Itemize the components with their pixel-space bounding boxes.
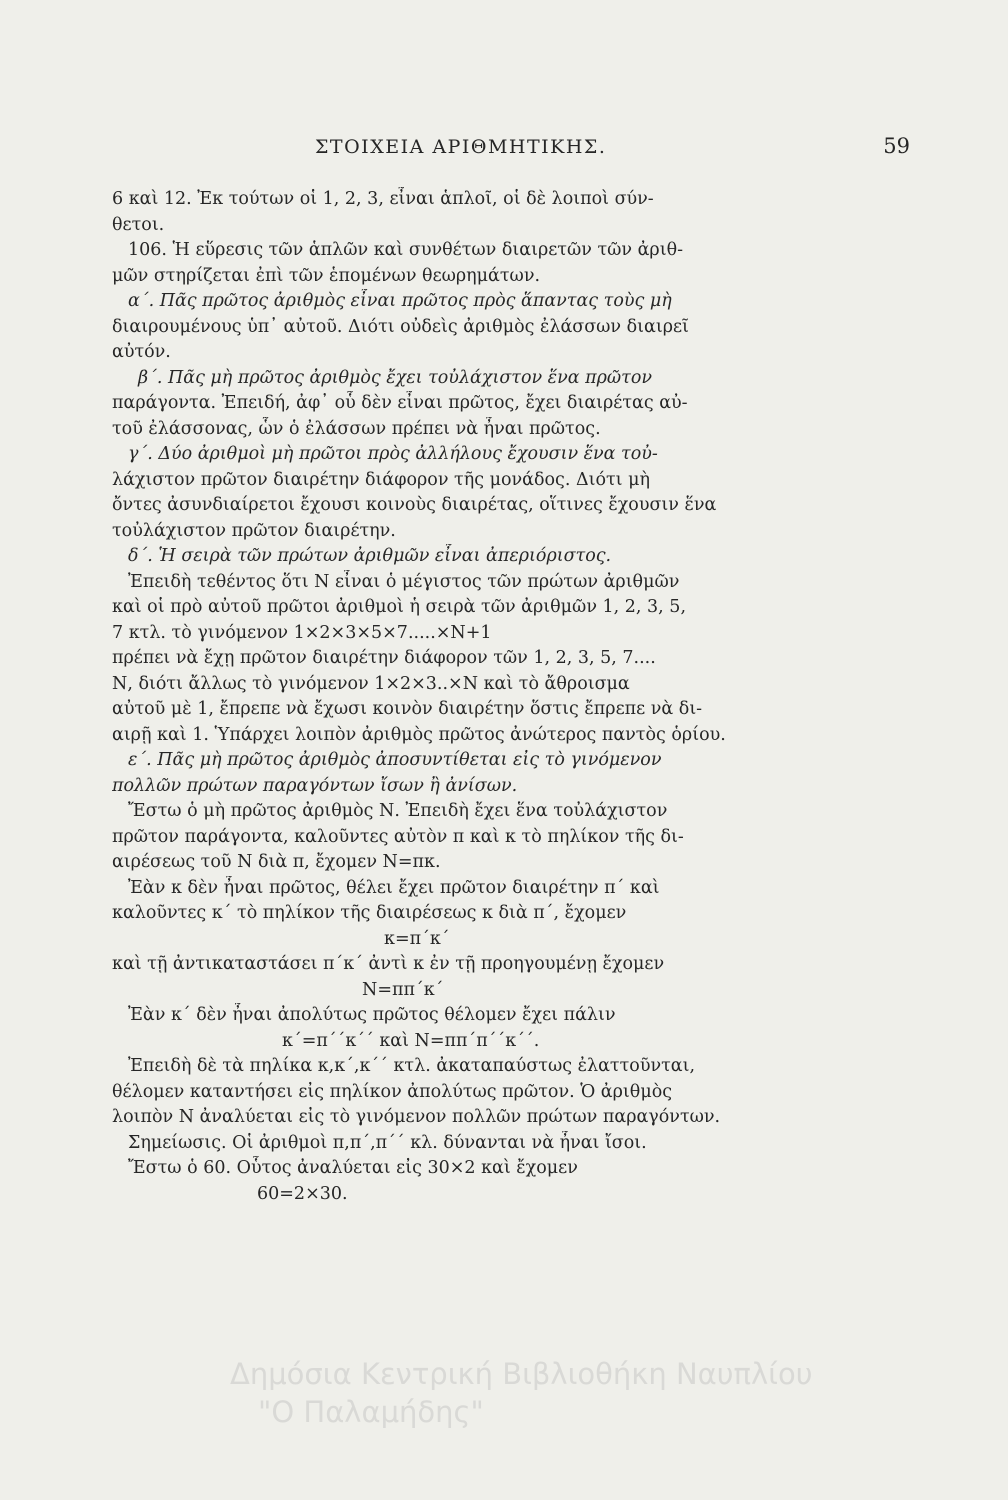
text-line: διαιρουμένους ὑπ᾽ αὐτοῦ. Διότι οὐδεὶς ἀριθμὸς ἐλάσσων διαιρεῖ — [112, 316, 689, 337]
text-line: αιρέσεως τοῦ Ν διὰ π, ἔχομεν Ν=πκ. — [112, 852, 441, 872]
text-line: αὐτοῦ μὲ 1, ἔπρεπε νὰ ἔχωσι κοινὸν διαιρέτην ὅστις ἔπρεπε νὰ δι- — [112, 699, 703, 719]
equation-line: 60=2×30. — [257, 1183, 348, 1204]
text-line: 7 κτλ. τὸ γινόμενον 1×2×3×5×7.....×Ν+1 — [112, 622, 492, 643]
text-line: Ἐπειδὴ δὲ τὰ πηλίκα κ,κ΄,κ΄΄ κτλ. ἀκαταπαύστως ἐλαττοῦνται, — [128, 1056, 696, 1076]
equation-line: Ν=ππ΄κ΄ — [362, 979, 444, 1000]
watermark-line-2: "Ο Παλαμήδης" — [258, 1395, 484, 1429]
text-line: Ἐπειδὴ τεθέντος ὅτι Ν εἶναι ὁ μέγιστος τῶν πρώτων ἀριθμῶν — [128, 571, 680, 592]
running-header — [110, 136, 910, 162]
text-line: πολλῶν πρώτων παραγόντων ἴσων ἢ ἀνίσων. — [112, 775, 518, 796]
library-watermark — [230, 1355, 990, 1431]
text-line: ὄντες ἀσυνδιαίρετοι ἔχουσι κοινοὺς διαιρέτας, οἵτινες ἔχουσιν ἕνα — [112, 495, 717, 515]
text-line: αὐτόν. — [112, 342, 171, 362]
text-line: Ἐὰν κ΄ δὲν ἦναι ἀπολύτως πρῶτος θέλομεν ἔχει πάλιν — [128, 1005, 616, 1025]
text-line: 6 καὶ 12. Ἐκ τούτων οἱ 1, 2, 3, εἶναι ἁπλοῖ, οἱ δὲ λοιποὶ σύν- — [112, 189, 654, 209]
text-line: α΄. Πᾶς πρῶτος ἀριθμὸς εἶναι πρῶτος πρὸς ἅπαντας τοὺς μὴ — [128, 291, 672, 311]
text-line: θέλομεν καταντήσει εἰς πηλίκον ἀπολύτως πρῶτον. Ὁ ἀριθμὸς — [112, 1081, 673, 1102]
note-line: Σημείωσις. Οἱ ἀριθμοὶ π,π΄,π΄΄ κλ. δύνανται νὰ ἦναι ἴσοι. — [128, 1132, 647, 1153]
text-line: καὶ οἱ πρὸ αὐτοῦ πρῶτοι ἀριθμοὶ ἡ σειρὰ τῶν ἀριθμῶν 1, 2, 3, 5, — [112, 597, 687, 617]
text-line: τοὐλάχιστον πρῶτον διαιρέτην. — [112, 520, 396, 541]
equation-line: κ΄=π΄΄κ΄΄ καὶ Ν=ππ΄π΄΄κ΄΄. — [282, 1030, 540, 1051]
text-line: λοιπὸν Ν ἀναλύεται εἰς τὸ γινόμενον πολλῶν πρώτων παραγόντων. — [112, 1107, 721, 1127]
text-line: ε΄. Πᾶς μὴ πρῶτος ἀριθμὸς ἀποσυντίθεται εἰς τὸ γινόμενον — [128, 750, 662, 770]
text-line: μῶν στηρίζεται ἐπὶ τῶν ἑπομένων θεωρημάτων. — [112, 265, 541, 286]
text-line: πρῶτον παράγοντα, καλοῦντες αὐτὸν π καὶ κ τὸ πηλίκον τῆς δι- — [112, 826, 684, 847]
header-title: ΣΤΟΙΧΕΙΑ ΑΡΙΘΜΗΤΙΚΗΣ. — [315, 136, 607, 158]
text-line: πρέπει νὰ ἔχῃ πρῶτον διαιρέτην διάφορον τῶν 1, 2, 3, 5, 7.... — [112, 648, 656, 668]
text-line: Ἐὰν κ δὲν ἦναι πρῶτος, θέλει ἔχει πρῶτον διαιρέτην π΄ καὶ — [128, 877, 660, 898]
text-line: τοῦ ἐλάσσονας, ὧν ὁ ἐλάσσων πρέπει νὰ ἦναι πρῶτος. — [112, 418, 601, 439]
text-line: γ΄. Δύο ἀριθμοὶ μὴ πρῶτοι πρὸς ἀλλήλους ἔχουσιν ἕνα τοὐ- — [128, 444, 658, 464]
watermark-line-1: Δημόσια Κεντρική Βιβλιοθήκη Ναυπλίου — [230, 1357, 813, 1391]
page-body — [112, 187, 798, 1207]
text-line: Ἔστω ὁ μὴ πρῶτος ἀριθμὸς Ν. Ἐπειδὴ ἔχει ἕνα τοὐλάχιστον — [128, 801, 668, 821]
text-line: παράγοντα. Ἐπειδή, ἀφ᾽ οὗ δὲν εἶναι πρῶτος, ἔχει διαιρέτας αὐ- — [112, 393, 688, 413]
page-number: 59 — [883, 134, 910, 158]
text-line: δ΄. Ἡ σειρὰ τῶν πρώτων ἀριθμῶν εἶναι ἀπεριόριστος. — [128, 546, 612, 566]
text-line: β΄. Πᾶς μὴ πρῶτος ἀριθμὸς ἔχει τοὐλάχιστον ἕνα πρῶτον — [138, 367, 653, 388]
text-line: λάχιστον πρῶτον διαιρέτην διάφορον τῆς μονάδος. Διότι μὴ — [112, 469, 650, 490]
text-line: θετοι. — [112, 214, 165, 235]
text-line: καὶ τῇ ἀντικαταστάσει π΄κ΄ ἀντὶ κ ἐν τῇ προηγουμένῃ ἔχομεν — [112, 954, 665, 974]
equation-line: κ=π΄κ΄ — [384, 928, 450, 949]
text-line: 106. Ἡ εὕρεσις τῶν ἁπλῶν καὶ συνθέτων διαιρετῶν τῶν ἀριθ- — [128, 240, 684, 260]
text-line: αιρῇ καὶ 1. Ὑπάρχει λοιπὸν ἀριθμὸς πρῶτος ἀνώτερος παντὸς ὁρίου. — [112, 724, 726, 745]
text-line: καλοῦντες κ΄ τὸ πηλίκον τῆς διαιρέσεως κ διὰ π΄, ἔχομεν — [112, 903, 627, 923]
text-line: Ἔστω ὁ 60. Οὗτος ἀναλύεται εἰς 30×2 καὶ ἔχομεν — [128, 1158, 578, 1178]
text-line: Ν, διότι ἄλλως τὸ γινόμενον 1×2×3..×Ν καὶ τὸ ἄθροισμα — [112, 673, 630, 694]
